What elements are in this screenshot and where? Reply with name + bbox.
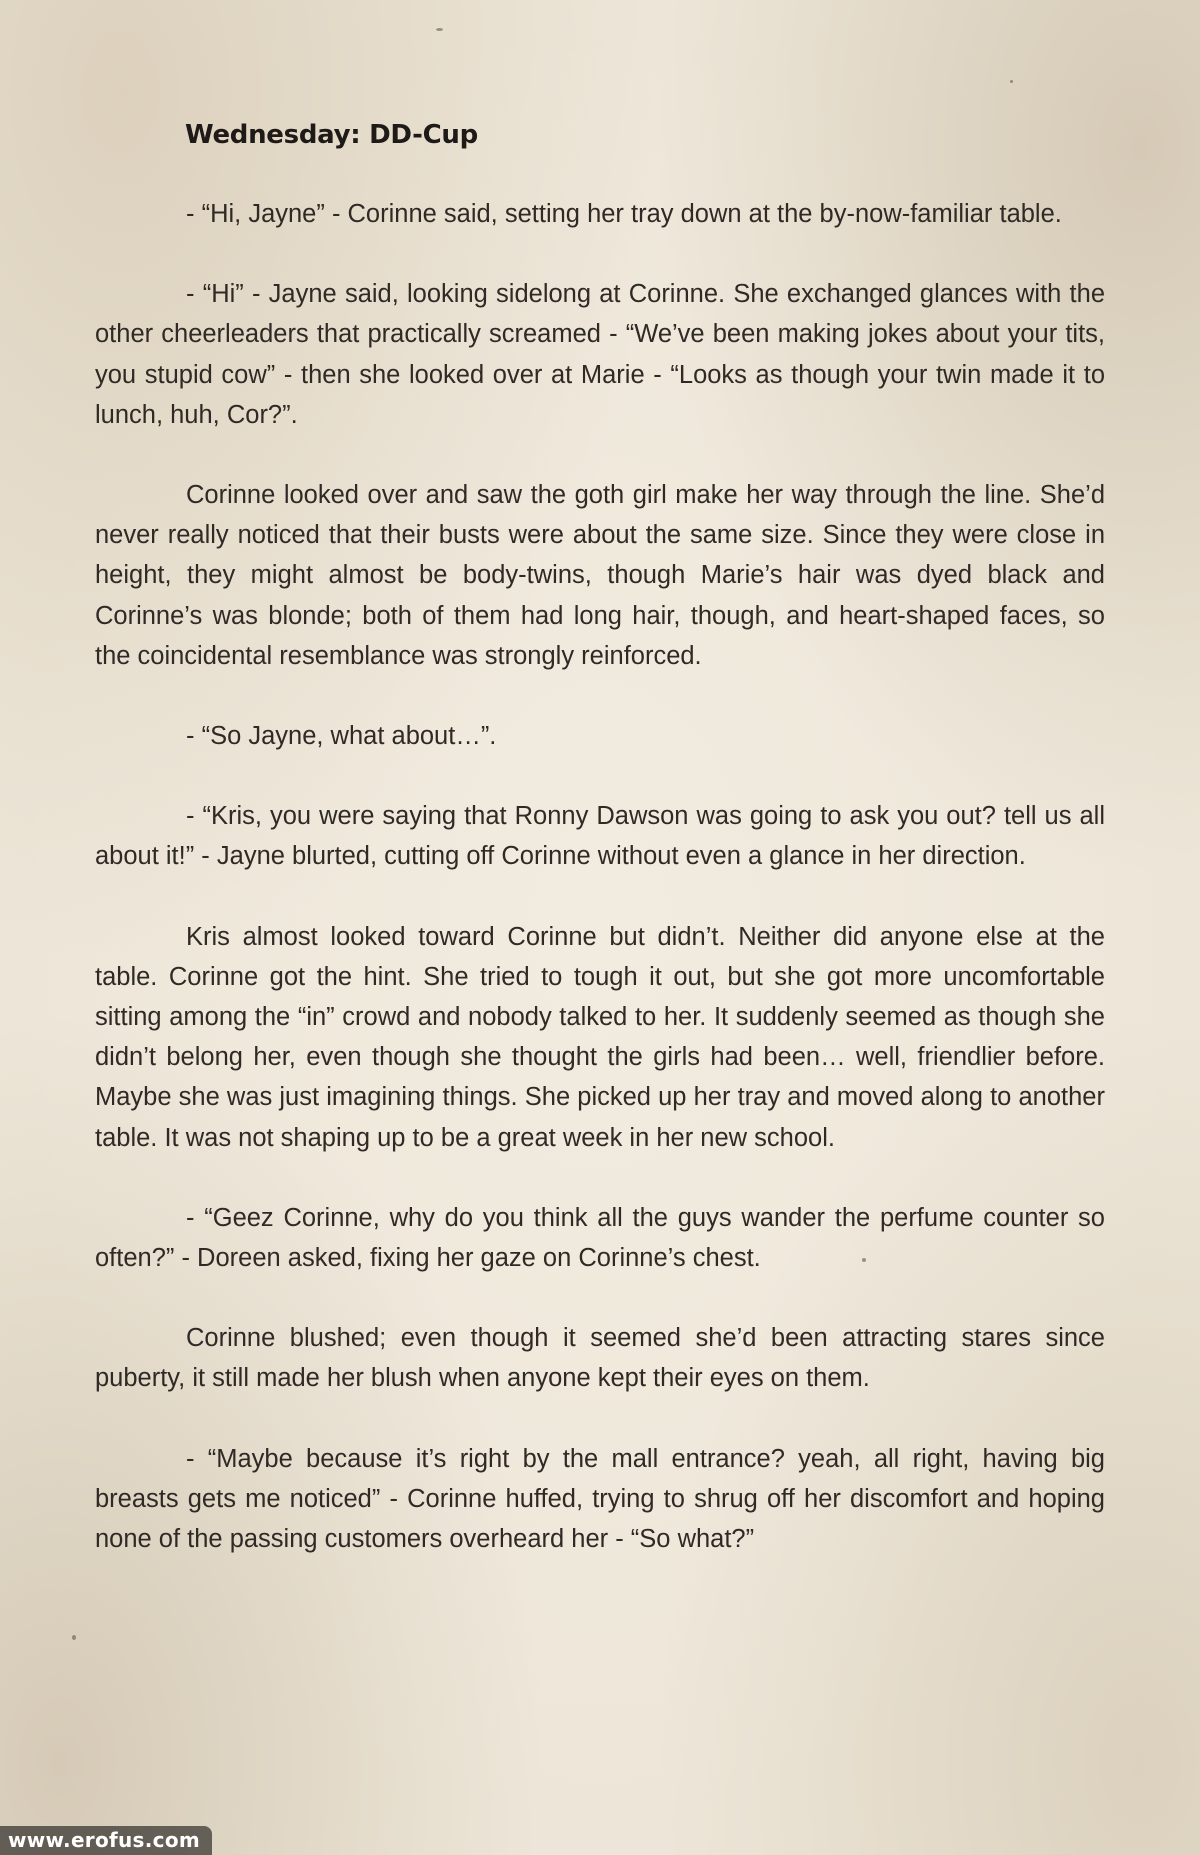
paragraph-7: - “Geez Corinne, why do you think all the guys wander the perfume counter so often?” - Doreen asked, fixing her gaze on Corinne’s chest. xyxy=(95,1203,1105,1273)
paragraph-2: - “Hi” - Jayne said, looking sidelong at Corinne. She exchanged glances with the other cheerleaders that practically screamed - “We’ve been making jokes about your tits, you stupid cow” - then she looked over at Marie - “Looks as though your twin made it to lunch, huh, Cor?”. xyxy=(95,280,1105,429)
paragraph-4: - “So Jayne, what about…”. xyxy=(186,722,497,751)
paragraph-1: - “Hi, Jayne” - Corinne said, setting her tray down at the by-now-familiar table. xyxy=(186,200,1062,228)
paragraph-8: Corinne blushed; even though it seemed she’d been attracting stares since puberty, it still made her blush when anyone kept their eyes on them. xyxy=(95,1324,1105,1393)
paragraph-9: - “Maybe because it’s right by the mall entrance? yeah, all right, having big breasts gets me noticed” - Corinne huffed, trying to shrug off her discomfort and hoping none of the passing customers overheard her - “So what?” xyxy=(95,1444,1105,1554)
document-page xyxy=(95,120,1105,1599)
watermark-text: www.erofus.com xyxy=(0,1826,212,1855)
paragraph-3: Corinne looked over and saw the goth girl make her way through the line. She’d never really noticed that their busts were about the same size. Since they were close in height, they might almost be body-twins, though Marie’s hair was dyed black and Corinne’s was blonde; both of them had long hair, though, and heart-shaped faces, so the coincidental resemblance was strongly reinforced. xyxy=(95,481,1105,670)
paper-speck xyxy=(1010,80,1013,83)
site-watermark xyxy=(0,1825,212,1855)
story-body xyxy=(95,194,1105,1559)
paragraph-5: - “Kris, you were saying that Ronny Dawson was going to ask you out? tell us all about it!” - Jayne blurted, cutting off Corinne without even a glance in her direction. xyxy=(95,802,1105,871)
chapter-heading: Wednesday: DD-Cup xyxy=(185,120,478,150)
paper-speck xyxy=(862,1258,866,1262)
paper-speck xyxy=(436,28,443,31)
paper-speck xyxy=(72,1635,76,1640)
paragraph-6: Kris almost looked toward Corinne but didn’t. Neither did anyone else at the table. Corinne got the hint. She tried to tough it out, but she got more uncomfortable sitting among the “in” crowd and nobody talked to her. It suddenly seemed as though she didn’t belong her, even though she thought the girls had been… well, friendlier before. Maybe she was just imagining things. She picked up her tray and moved along to another table. It was not shaping up to be a great week in her new school. xyxy=(95,922,1105,1152)
